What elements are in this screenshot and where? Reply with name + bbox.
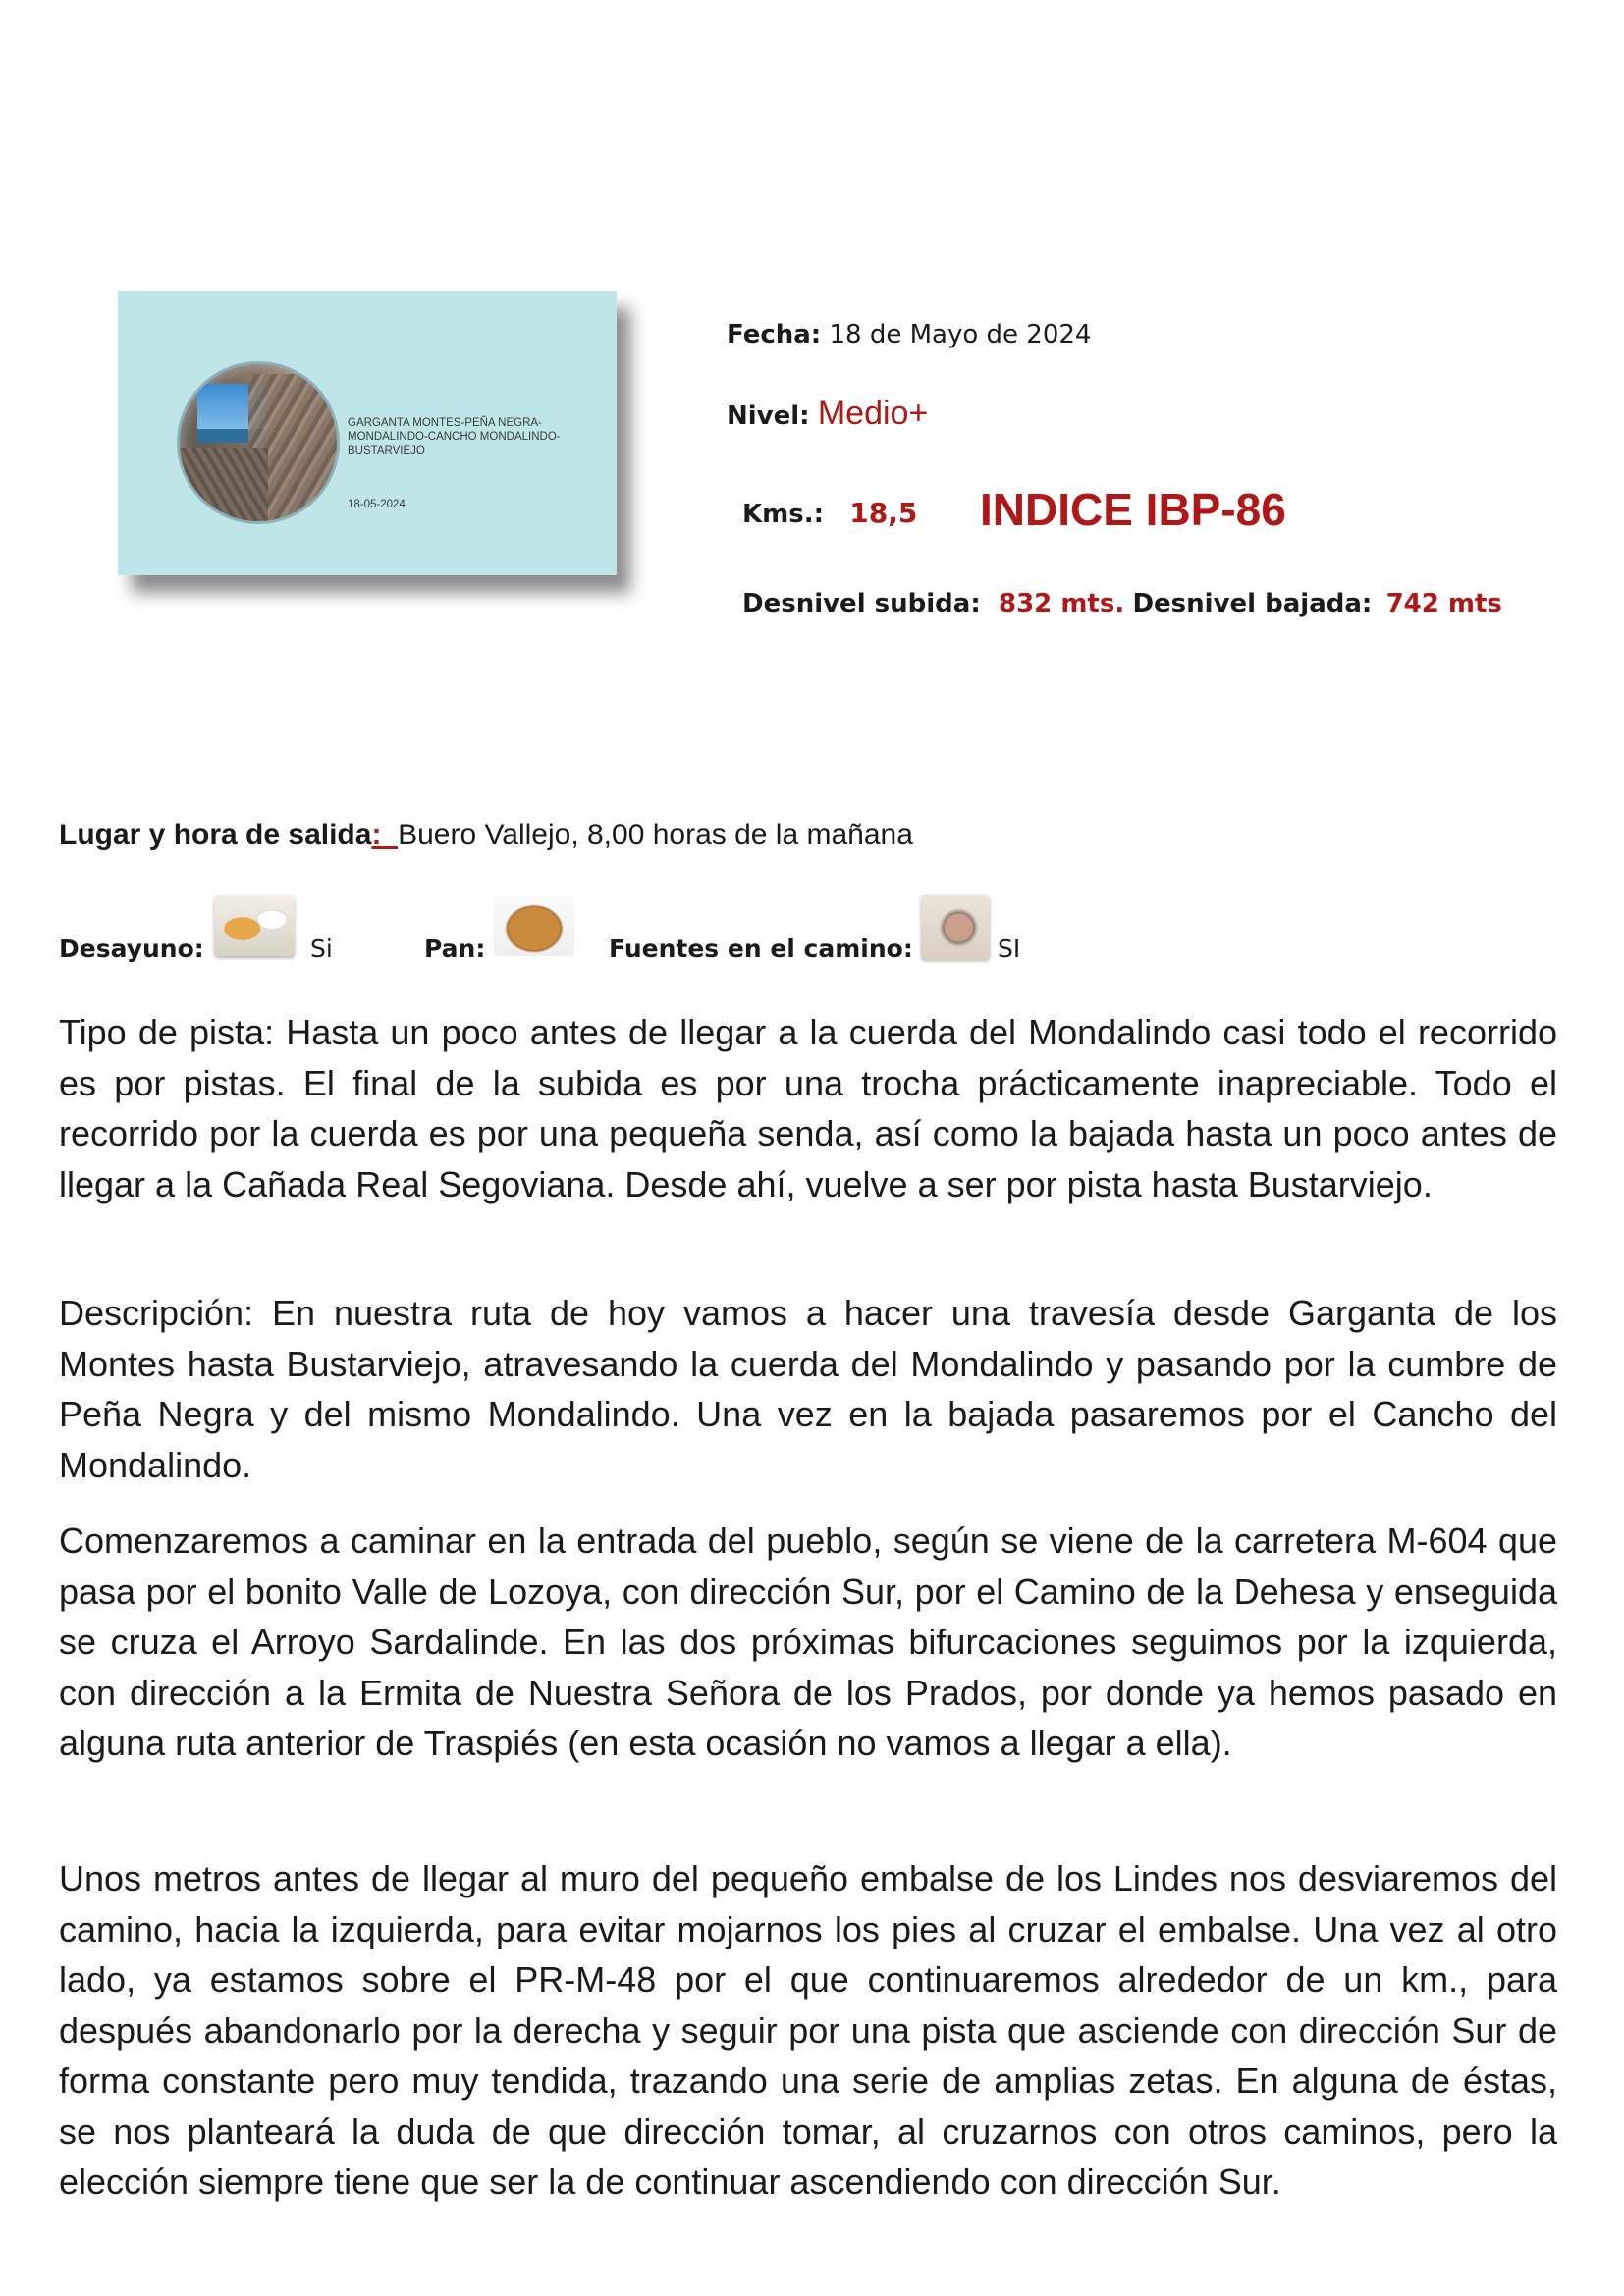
nivel-value: Medio+ [817,395,929,432]
subida-value: 832 mts. [999,589,1125,618]
salida-line [59,819,913,852]
breakfast-icon [214,895,295,956]
paragraph-tipo-pista: Tipo de pista: Hasta un poco antes de llegar a la cuerda del Mondalindo casi todo el recorrido es por pistas. El final de la subida es por una trocha prácticamente inapreciable. Todo el recorrido por la cuerda es por una pequeña senda, así como la bajada hasta un poco antes de llegar a la Cañada Real Segoviana. Desde ahí, vuelve a ser por pista hasta Bustarviejo. [59,1012,1557,1204]
nivel-label: Nivel: [727,401,810,431]
card-date: 18-05-2024 [348,499,406,510]
pan-label: Pan: [424,934,486,963]
card-title: GARGANTA MONTES-PEÑA NEGRA-MONDALINDO-CANCHO MONDALINDO-BUSTARVIEJO [348,417,561,456]
fuentes-label: Fuentes en el camino: [609,934,913,963]
salida-label: Lugar y hora de salida [59,819,372,851]
paragraph-descripcion: Descripción: En nuestra ruta de hoy vamos a hacer una travesía desde Garganta de los Montes hasta Bustarviejo, atravesando la cuerda del Mondalindo y pasando por la cumbre de Peña Negra y del mismo Mondalindo. Una vez en la bajada pasaremos por el Cancho del Mondalindo. [59,1293,1557,1485]
route-photo [177,361,340,524]
fountain-icon [921,895,990,960]
kms-value: 18,5 [849,497,918,529]
cover-card [118,291,617,575]
subida-label: Desnivel subida: [742,589,981,618]
desayuno-label: Desayuno: [59,934,204,963]
nivel-line [727,395,928,433]
fecha-label: Fecha: [727,320,822,349]
desnivel-line [742,589,1502,618]
fecha-line [727,320,1091,349]
salida-value: Buero Vallejo, 8,00 horas de la mañana [398,819,913,851]
paragraph-comienzo: Comenzaremos a caminar en la entrada del pueblo, según se viene de la carretera M-604 que pasa por el bonito Valle de Lozoya, con dirección Sur, por el Camino de la Dehesa y enseguida se cruza el Arroyo Sardalinde. En las dos próximas bifurcaciones seguimos por la izquierda, con dirección a la Ermita de Nuestra Señora de los Prados, por donde ya hemos pasado en alguna ruta anterior de Traspiés (en esta ocasión no vamos a llegar a ella). [59,1521,1557,1763]
bread-icon [494,895,574,956]
desayuno-value: Si [310,934,333,963]
fuentes-value: SI [998,934,1021,963]
kms-label: Kms.: [742,500,824,529]
salida-colon: : [371,819,382,851]
fecha-value: 18 de Mayo de 2024 [829,320,1092,349]
kms-line [742,497,917,529]
bajada-label: Desnivel bajada: [1132,589,1373,618]
paragraph-embalse: Unos metros antes de llegar al muro del pequeño embalse de los Lindes nos desviaremos del camino, hacia la izquierda, para evitar mojarnos los pies al cruzar el embalse. Una vez al otro lado, ya estamos sobre el PR-M-48 por el que continuaremos alrededor de un km., para después abandonarlo por la derecha y seguir por una pista que asciende con dirección Sur de forma constante pero muy tendida, trazando una serie de amplias zetas. En alguna de éstas, se nos planteará la duda de que dirección tomar, al cruzarnos con otros caminos, pero la elección siempre tiene que ser la de continuar ascendiendo con dirección Sur. [59,1858,1557,2202]
ibp-index: INDICE IBP-86 [980,484,1286,535]
bajada-value: 742 mts [1385,589,1502,618]
services-row [59,895,1139,964]
